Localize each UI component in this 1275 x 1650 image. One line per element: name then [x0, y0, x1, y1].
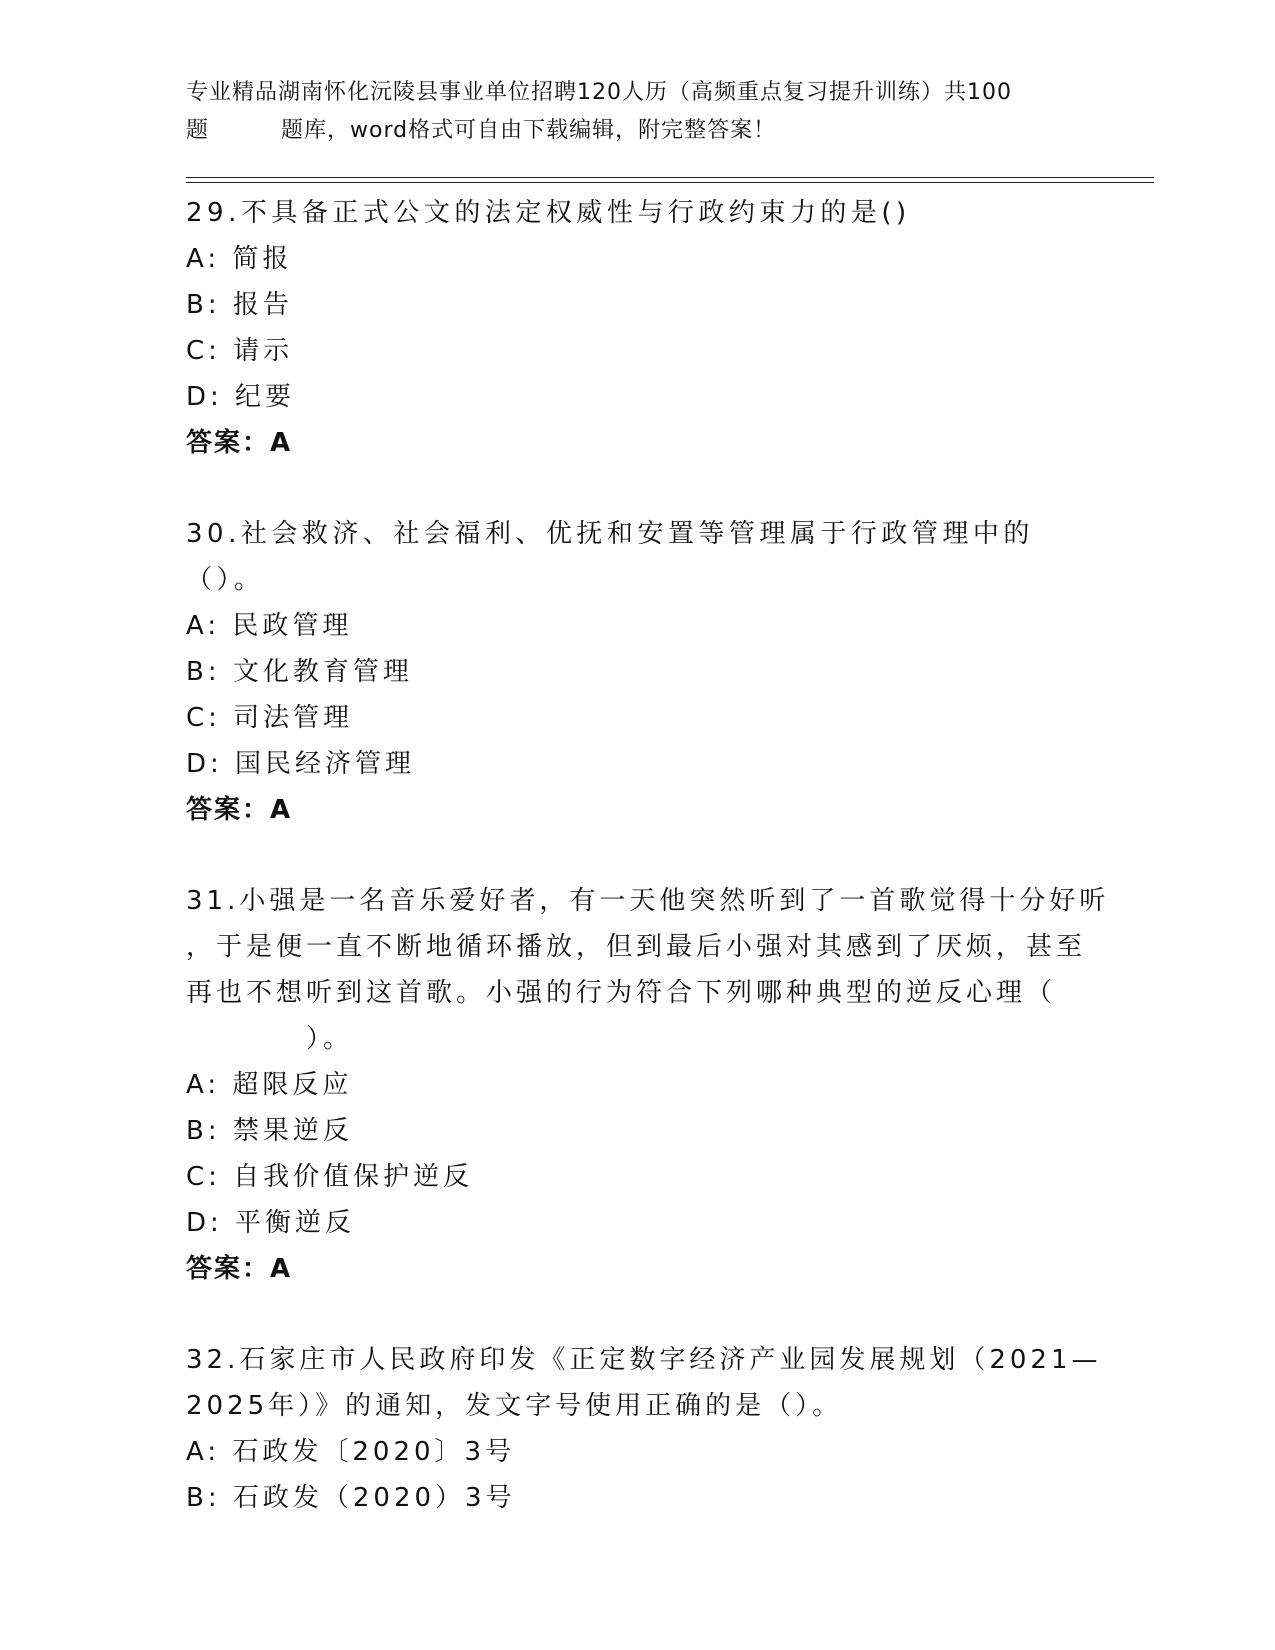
option-d: D: 国民经济管理 — [186, 749, 416, 779]
header-divider-bottom — [186, 182, 1154, 183]
question-30 — [186, 511, 1086, 833]
question-32 — [186, 1337, 1102, 1521]
question-29 — [186, 190, 1086, 466]
header-title-line2-left: 题 — [186, 118, 210, 143]
question-stem-line: 32.石家庄市人民政府印发《正定数字经济产业园发展规划（2021— — [186, 1345, 1102, 1375]
option-b: B: 禁果逆反 — [186, 1116, 353, 1146]
answer-text: 答案：A — [186, 795, 293, 825]
header-title-line1: 专业精品湖南怀化沅陵县事业单位招聘120人历（高频重点复习提升训练）共100 — [186, 80, 1012, 105]
answer-text: 答案：A — [186, 428, 293, 458]
option-b: B: 文化教育管理 — [186, 657, 413, 687]
question-stem-line: 再也不想听到这首歌。小强的行为符合下列哪种典型的逆反心理（ — [186, 978, 1057, 1008]
question-stem-line: 2025年）》的通知，发文字号使用正确的是（）。 — [186, 1391, 843, 1421]
option-b: B: 报告 — [186, 290, 293, 320]
option-d: D: 纪要 — [186, 382, 296, 412]
header-title-line2 — [186, 112, 1086, 150]
option-c: C: 司法管理 — [186, 703, 354, 733]
option-a: A: 超限反应 — [186, 1070, 353, 1100]
question-list — [186, 190, 1110, 1521]
option-c: C: 自我价值保护逆反 — [186, 1162, 474, 1192]
question-stem-line: 31.小强是一名音乐爱好者，有一天他突然听到了一首歌觉得十分好听 — [186, 886, 1110, 916]
header-title-line2-right: 题库，word格式可自由下载编辑，附完整答案！ — [281, 118, 777, 143]
document-header — [186, 74, 1086, 150]
option-a: A: 简报 — [186, 244, 293, 274]
option-d: D: 平衡逆反 — [186, 1208, 356, 1238]
option-a: A: 民政管理 — [186, 611, 353, 641]
option-c: C: 请示 — [186, 336, 294, 366]
option-b: B: 石政发（2020）3号 — [186, 1483, 516, 1513]
option-a: A: 石政发〔2020〕3号 — [186, 1437, 516, 1467]
question-stem: 29.不具备正式公文的法定权威性与行政约束力的是() — [186, 198, 911, 228]
question-stem: 30.社会救济、社会福利、优抚和安置等管理属于行政管理中的（）。 — [186, 519, 1034, 595]
question-stem-line: ，于是便一直不断地循环播放，但到最后小强对其感到了厌烦，甚至 — [186, 932, 1087, 962]
question-stem-line: ）。 — [186, 1024, 354, 1054]
header-divider-top — [186, 177, 1154, 178]
question-31 — [186, 878, 1110, 1292]
answer-text: 答案：A — [186, 1254, 293, 1284]
